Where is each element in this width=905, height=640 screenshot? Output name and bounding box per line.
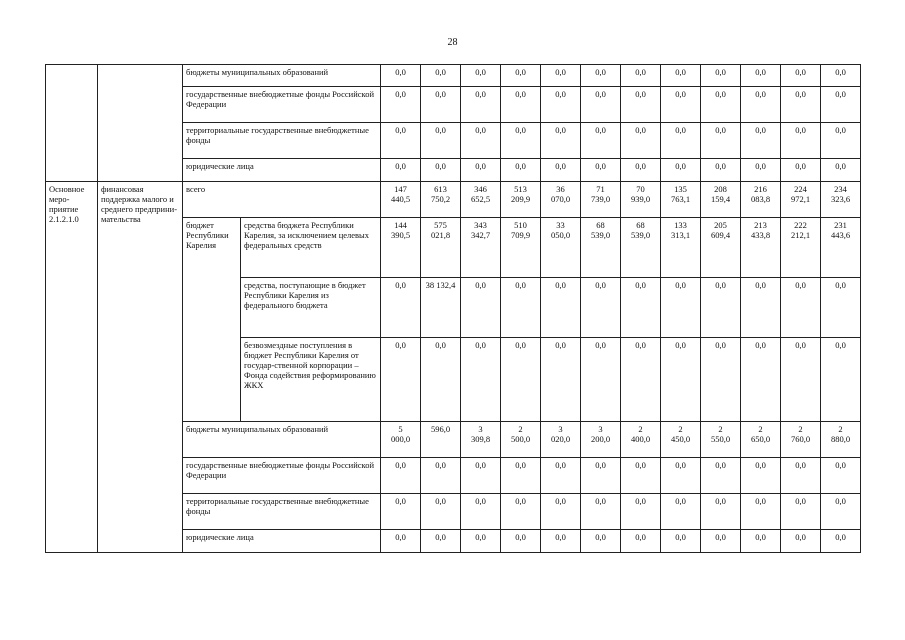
value-cell: 0,0 (661, 338, 701, 422)
value-cell: 0,0 (541, 494, 581, 530)
row-label: средства бюджета Республики Карелия, за исключением целевых федеральных средств (241, 218, 381, 278)
value-cell: 2 880,0 (821, 422, 861, 458)
value-cell: 213 433,8 (741, 218, 781, 278)
value-cell: 5 000,0 (381, 422, 421, 458)
row-label: безвозмездные поступления в бюджет Республики Карелия от государ-ственной корпорации – Фонда содействия реформированию ЖКХ (241, 338, 381, 422)
value-cell: 0,0 (741, 530, 781, 553)
row-label: территориальные государственные внебюджетные фонды (183, 494, 381, 530)
value-cell: 0,0 (501, 65, 541, 87)
value-cell: 0,0 (661, 530, 701, 553)
value-cell: 0,0 (701, 159, 741, 182)
value-cell: 36 070,0 (541, 182, 581, 218)
value-cell: 205 609,4 (701, 218, 741, 278)
value-cell: 0,0 (781, 123, 821, 159)
value-cell: 0,0 (461, 530, 501, 553)
value-cell: 0,0 (621, 530, 661, 553)
value-cell: 0,0 (581, 338, 621, 422)
value-cell: 0,0 (381, 278, 421, 338)
value-cell: 0,0 (701, 494, 741, 530)
value-cell: 0,0 (381, 338, 421, 422)
value-cell: 135 763,1 (661, 182, 701, 218)
budget-table (45, 64, 861, 553)
value-cell: 0,0 (821, 159, 861, 182)
value-cell: 0,0 (661, 65, 701, 87)
value-cell: 596,0 (421, 422, 461, 458)
value-cell: 222 212,1 (781, 218, 821, 278)
value-cell: 0,0 (381, 123, 421, 159)
value-cell: 0,0 (781, 65, 821, 87)
value-cell: 0,0 (661, 458, 701, 494)
value-cell: 70 939,0 (621, 182, 661, 218)
value-cell: 0,0 (741, 278, 781, 338)
value-cell: 0,0 (381, 458, 421, 494)
value-cell: 3 020,0 (541, 422, 581, 458)
value-cell: 0,0 (461, 159, 501, 182)
value-cell: 216 083,8 (741, 182, 781, 218)
value-cell: 0,0 (821, 494, 861, 530)
value-cell: 0,0 (821, 458, 861, 494)
value-cell: 0,0 (581, 278, 621, 338)
value-cell: 0,0 (381, 494, 421, 530)
measure-name: финансовая поддержка малого и среднего предприни-мательства (98, 182, 183, 553)
value-cell: 0,0 (781, 338, 821, 422)
value-cell: 0,0 (501, 338, 541, 422)
value-cell: 0,0 (381, 65, 421, 87)
row-label: бюджеты муниципальных образований (183, 422, 381, 458)
value-cell: 0,0 (741, 458, 781, 494)
value-cell: 71 739,0 (581, 182, 621, 218)
value-cell: 0,0 (501, 530, 541, 553)
value-cell: 613 750,2 (421, 182, 461, 218)
value-cell: 2 400,0 (621, 422, 661, 458)
value-cell: 0,0 (621, 123, 661, 159)
value-cell: 343 342,7 (461, 218, 501, 278)
value-cell: 0,0 (421, 87, 461, 123)
value-cell: 231 443,6 (821, 218, 861, 278)
value-cell: 0,0 (381, 87, 421, 123)
row-label: территориальные государственные внебюджетные фонды (183, 123, 381, 159)
value-cell: 68 539,0 (581, 218, 621, 278)
value-cell: 0,0 (701, 65, 741, 87)
value-cell: 0,0 (781, 278, 821, 338)
value-cell: 0,0 (581, 87, 621, 123)
measure-status: Основное меро-приятие 2.1.2.1.0 (46, 182, 98, 553)
value-cell: 0,0 (461, 65, 501, 87)
value-cell: 0,0 (741, 159, 781, 182)
value-cell: 0,0 (581, 458, 621, 494)
value-cell: 0,0 (741, 338, 781, 422)
row-label: средства, поступающие в бюджет Республики Карелия из федерального бюджета (241, 278, 381, 338)
value-cell: 0,0 (461, 87, 501, 123)
value-cell: 0,0 (821, 338, 861, 422)
value-cell: 346 652,5 (461, 182, 501, 218)
value-cell: 0,0 (661, 278, 701, 338)
value-cell: 575 021,8 (421, 218, 461, 278)
value-cell: 0,0 (741, 87, 781, 123)
value-cell: 0,0 (701, 338, 741, 422)
value-cell: 147 440,5 (381, 182, 421, 218)
value-cell: 0,0 (421, 123, 461, 159)
value-cell: 133 313,1 (661, 218, 701, 278)
value-cell: 2 650,0 (741, 422, 781, 458)
value-cell: 0,0 (821, 65, 861, 87)
value-cell: 0,0 (701, 87, 741, 123)
value-cell: 0,0 (701, 278, 741, 338)
value-cell: 2 500,0 (501, 422, 541, 458)
value-cell: 0,0 (701, 458, 741, 494)
value-cell: 0,0 (461, 458, 501, 494)
row-label: юридические лица (183, 530, 381, 553)
value-cell: 0,0 (781, 494, 821, 530)
value-cell: 0,0 (661, 123, 701, 159)
value-cell: 0,0 (581, 530, 621, 553)
value-cell: 0,0 (621, 494, 661, 530)
value-cell: 0,0 (741, 123, 781, 159)
value-cell: 0,0 (541, 65, 581, 87)
value-cell: 0,0 (781, 87, 821, 123)
value-cell: 0,0 (621, 338, 661, 422)
value-cell: 0,0 (461, 278, 501, 338)
value-cell: 0,0 (421, 494, 461, 530)
empty-name-cell (98, 65, 183, 182)
value-cell: 0,0 (381, 159, 421, 182)
value-cell: 0,0 (461, 123, 501, 159)
value-cell: 33 050,0 (541, 218, 581, 278)
value-cell: 0,0 (741, 494, 781, 530)
value-cell: 0,0 (381, 530, 421, 553)
value-cell: 0,0 (621, 65, 661, 87)
value-cell: 0,0 (621, 87, 661, 123)
value-cell: 0,0 (821, 87, 861, 123)
row-label: государственные внебюджетные фонды Российской Федерации (183, 458, 381, 494)
value-cell: 0,0 (541, 530, 581, 553)
value-cell: 0,0 (701, 530, 741, 553)
value-cell: 144 390,5 (381, 218, 421, 278)
republic-budget-label: бюджет Республики Карелия (183, 218, 241, 422)
value-cell: 0,0 (621, 159, 661, 182)
value-cell: 0,0 (541, 458, 581, 494)
value-cell: 0,0 (701, 123, 741, 159)
value-cell: 38 132,4 (421, 278, 461, 338)
value-cell: 0,0 (421, 338, 461, 422)
value-cell: 0,0 (781, 159, 821, 182)
value-cell: 0,0 (581, 159, 621, 182)
value-cell: 2 550,0 (701, 422, 741, 458)
value-cell: 0,0 (781, 530, 821, 553)
row-label: всего (183, 182, 381, 218)
value-cell: 0,0 (541, 123, 581, 159)
row-label: юридические лица (183, 159, 381, 182)
value-cell: 0,0 (821, 123, 861, 159)
value-cell: 234 323,6 (821, 182, 861, 218)
page-number: 28 (447, 37, 458, 48)
value-cell: 0,0 (501, 87, 541, 123)
value-cell: 0,0 (541, 278, 581, 338)
value-cell: 0,0 (581, 494, 621, 530)
value-cell: 0,0 (501, 123, 541, 159)
value-cell: 0,0 (421, 159, 461, 182)
value-cell: 0,0 (661, 87, 701, 123)
value-cell: 0,0 (461, 494, 501, 530)
value-cell: 0,0 (821, 278, 861, 338)
value-cell: 68 539,0 (621, 218, 661, 278)
value-cell: 208 159,4 (701, 182, 741, 218)
row-label: бюджеты муниципальных образований (183, 65, 381, 87)
value-cell: 0,0 (661, 159, 701, 182)
value-cell: 0,0 (581, 65, 621, 87)
value-cell: 224 972,1 (781, 182, 821, 218)
value-cell: 0,0 (501, 159, 541, 182)
empty-status-cell (46, 65, 98, 182)
value-cell: 3 200,0 (581, 422, 621, 458)
value-cell: 0,0 (421, 65, 461, 87)
value-cell: 0,0 (781, 458, 821, 494)
value-cell: 3 309,8 (461, 422, 501, 458)
value-cell: 2 450,0 (661, 422, 701, 458)
value-cell: 0,0 (421, 458, 461, 494)
value-cell: 0,0 (821, 530, 861, 553)
value-cell: 0,0 (621, 278, 661, 338)
value-cell: 0,0 (541, 87, 581, 123)
value-cell: 0,0 (421, 530, 461, 553)
table-row-total (46, 182, 861, 218)
value-cell: 0,0 (501, 458, 541, 494)
value-cell: 0,0 (461, 338, 501, 422)
value-cell: 0,0 (541, 159, 581, 182)
value-cell: 0,0 (661, 494, 701, 530)
value-cell: 0,0 (501, 494, 541, 530)
value-cell: 510 709,9 (501, 218, 541, 278)
table-row (46, 65, 861, 87)
value-cell: 0,0 (621, 458, 661, 494)
value-cell: 0,0 (501, 278, 541, 338)
value-cell: 0,0 (541, 338, 581, 422)
value-cell: 2 760,0 (781, 422, 821, 458)
value-cell: 513 209,9 (501, 182, 541, 218)
value-cell: 0,0 (741, 65, 781, 87)
row-label: государственные внебюджетные фонды Российской Федерации (183, 87, 381, 123)
value-cell: 0,0 (581, 123, 621, 159)
